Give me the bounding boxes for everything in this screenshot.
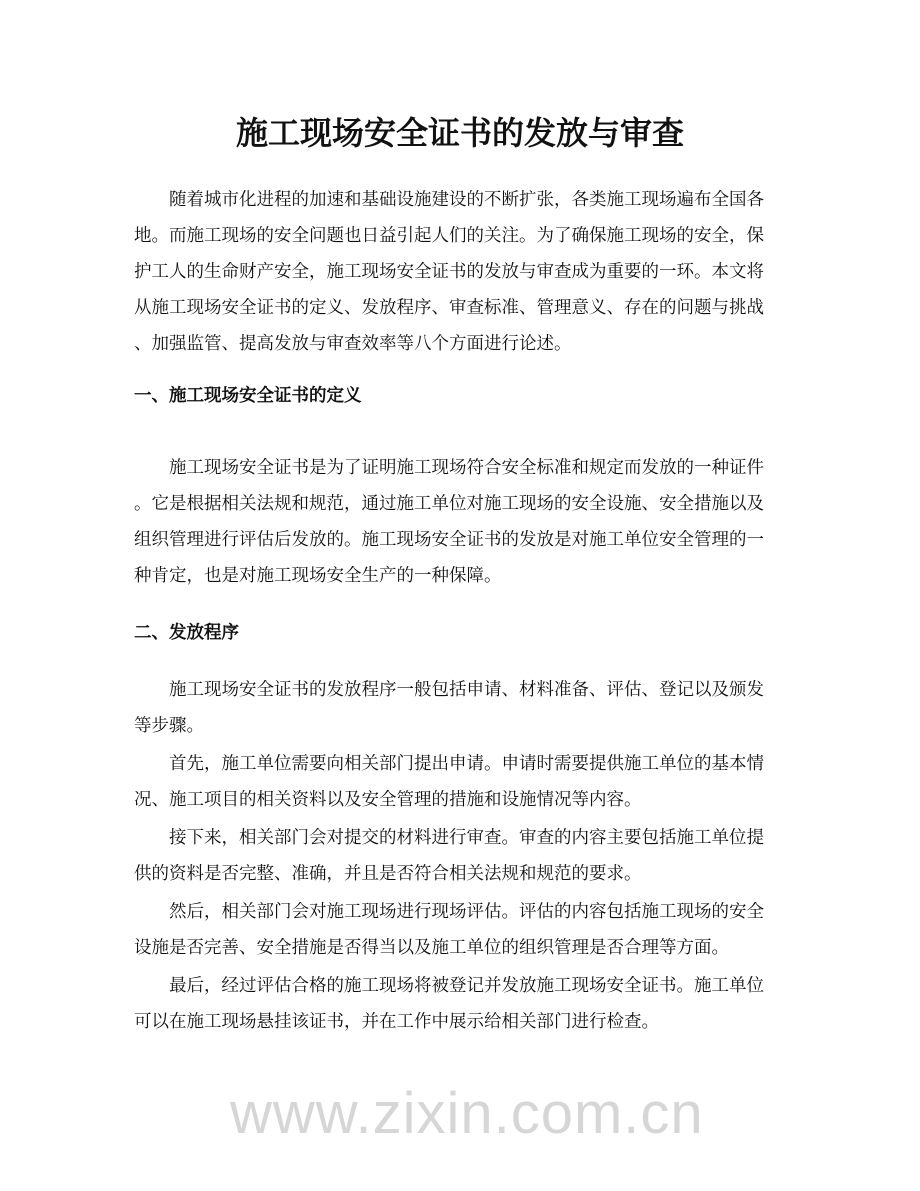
text-line: 种肯定，也是对施工现场安全生产的一种保障。 <box>134 566 502 586</box>
document-title: 施工现场安全证书的发放与审查 <box>235 114 684 152</box>
text-line: 组织管理进行评估后发放的。施工现场安全证书的发放是对施工单位安全管理的一 <box>134 530 764 550</box>
section-heading-procedure: 二、发放程序 <box>134 623 239 643</box>
text-line: 最后，经过评估合格的施工现场将被登记并发放施工现场安全证书。施工单位 <box>169 976 764 996</box>
step-next-paragraph <box>134 820 794 892</box>
text-line: 等步骤。 <box>134 716 204 736</box>
text-line: 。它是根据相关法规和规范，通过施工单位对施工现场的安全设施、安全措施以及 <box>134 494 764 514</box>
text-line: 、加强监管、提高发放与审查效率等八个方面进行论述。 <box>134 334 572 354</box>
text-line: 设施是否完善、安全措施是否得当以及施工单位的组织管理是否合理等方面。 <box>134 938 729 958</box>
section-heading-definition: 一、施工现场安全证书的定义 <box>134 386 362 406</box>
procedure-paragraph <box>134 672 794 744</box>
text-line: 地。而施工现场的安全问题也日益引起人们的关注。为了确保施工现场的安全，保 <box>134 226 764 246</box>
text-line: 供的资料是否完整、准确，并且是否符合相关法规和规范的要求。 <box>134 864 642 884</box>
text-line: 施工现场安全证书的发放程序一般包括申请、材料准备、评估、登记以及颁发 <box>169 680 764 700</box>
text-line: 可以在施工现场悬挂该证书，并在工作中展示给相关部门进行检查。 <box>134 1012 659 1032</box>
text-line: 首先，施工单位需要向相关部门提出申请。申请时需要提供施工单位的基本情 <box>169 754 764 774</box>
text-line: 施工现场安全证书是为了证明施工现场符合安全标准和规定而发放的一种证件 <box>169 458 764 478</box>
step-first-paragraph <box>134 746 794 818</box>
intro-paragraph <box>134 182 794 362</box>
text-line: 接下来，相关部门会对提交的材料进行审查。审查的内容主要包括施工单位提 <box>169 828 764 848</box>
definition-paragraph <box>134 450 794 594</box>
step-then-paragraph <box>134 894 794 966</box>
text-line: 随着城市化进程的加速和基础设施建设的不断扩张，各类施工现场遍布全国各 <box>169 190 764 210</box>
step-final-paragraph <box>134 968 794 1040</box>
text-line: 护工人的生命财产安全，施工现场安全证书的发放与审查成为重要的一环。本文将 <box>134 262 764 282</box>
text-line: 从施工现场安全证书的定义、发放程序、审查标准、管理意义、存在的问题与挑战 <box>134 298 764 318</box>
text-line: 况、施工项目的相关资料以及安全管理的措施和设施情况等内容。 <box>134 790 642 810</box>
watermark: www.zixin.com.cn <box>230 1081 704 1146</box>
text-line: 然后，相关部门会对施工现场进行现场评估。评估的内容包括施工现场的安全 <box>169 902 764 922</box>
